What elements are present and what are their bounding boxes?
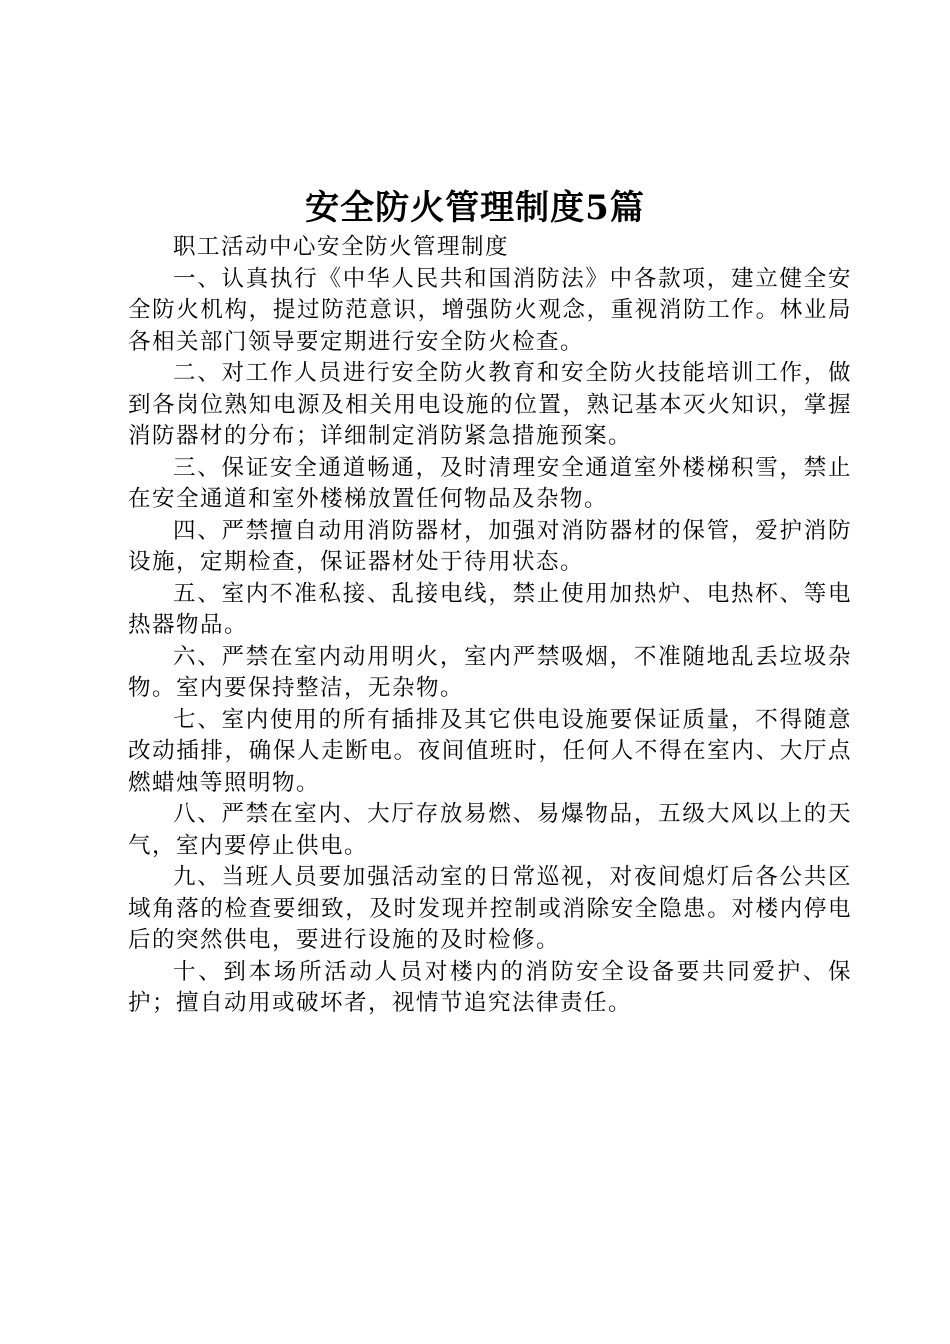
page-title: 安全防火管理制度5篇 xyxy=(305,188,645,228)
document-body xyxy=(128,232,852,1020)
paragraph-9: 九、当班人员要加强活动室的日常巡视，对夜间熄灯后各公共区域角落的检查要细致，及时发现并控制或消除安全隐患。对楼内停电后的突然供电，要进行设施的及时检修。 xyxy=(128,864,852,953)
paragraph-10: 十、到本场所活动人员对楼内的消防安全设备要共同爱护、保护；擅自动用或破坏者，视情节追究法律责任。 xyxy=(128,958,852,1016)
paragraph-7: 七、室内使用的所有插排及其它供电设施要保证质量，不得随意改动插排，确保人走断电。夜间值班时，任何人不得在室内、大厅点燃蜡烛等照明物。 xyxy=(128,706,852,796)
paragraph-2: 二、对工作人员进行安全防火教育和安全防火技能培训工作，做到各岗位熟知电源及相关用电设施的位置，熟记基本灭火知识，掌握消防器材的分布；详细制定消防紧急措施预案。 xyxy=(128,360,852,449)
paragraph-8: 八、严禁在室内、大厅存放易燃、易爆物品，五级大风以上的天气，室内要停止供电。 xyxy=(128,801,852,859)
paragraph-6: 六、严禁在室内动用明火，室内严禁吸烟，不准随地乱丢垃圾杂物。室内要保持整洁，无杂物。 xyxy=(128,643,852,701)
section-heading: 职工活动中心安全防火管理制度 xyxy=(173,234,510,260)
paragraph-4: 四、严禁擅自动用消防器材，加强对消防器材的保管，爱护消防设施，定期检查，保证器材处于待用状态。 xyxy=(128,517,852,575)
paragraph-1: 一、认真执行《中华人民共和国消防法》中各款项，建立健全安全防火机构，提过防范意识，增强防火观念，重视消防工作。林业局各相关部门领导要定期进行安全防火检查。 xyxy=(128,265,852,355)
paragraph-5: 五、室内不准私接、乱接电线，禁止使用加热炉、电热杯、等电热器物品。 xyxy=(128,580,852,638)
paragraph-3: 三、保证安全通道畅通，及时清理安全通道室外楼梯积雪，禁止在安全通道和室外楼梯放置任何物品及杂物。 xyxy=(128,454,852,512)
